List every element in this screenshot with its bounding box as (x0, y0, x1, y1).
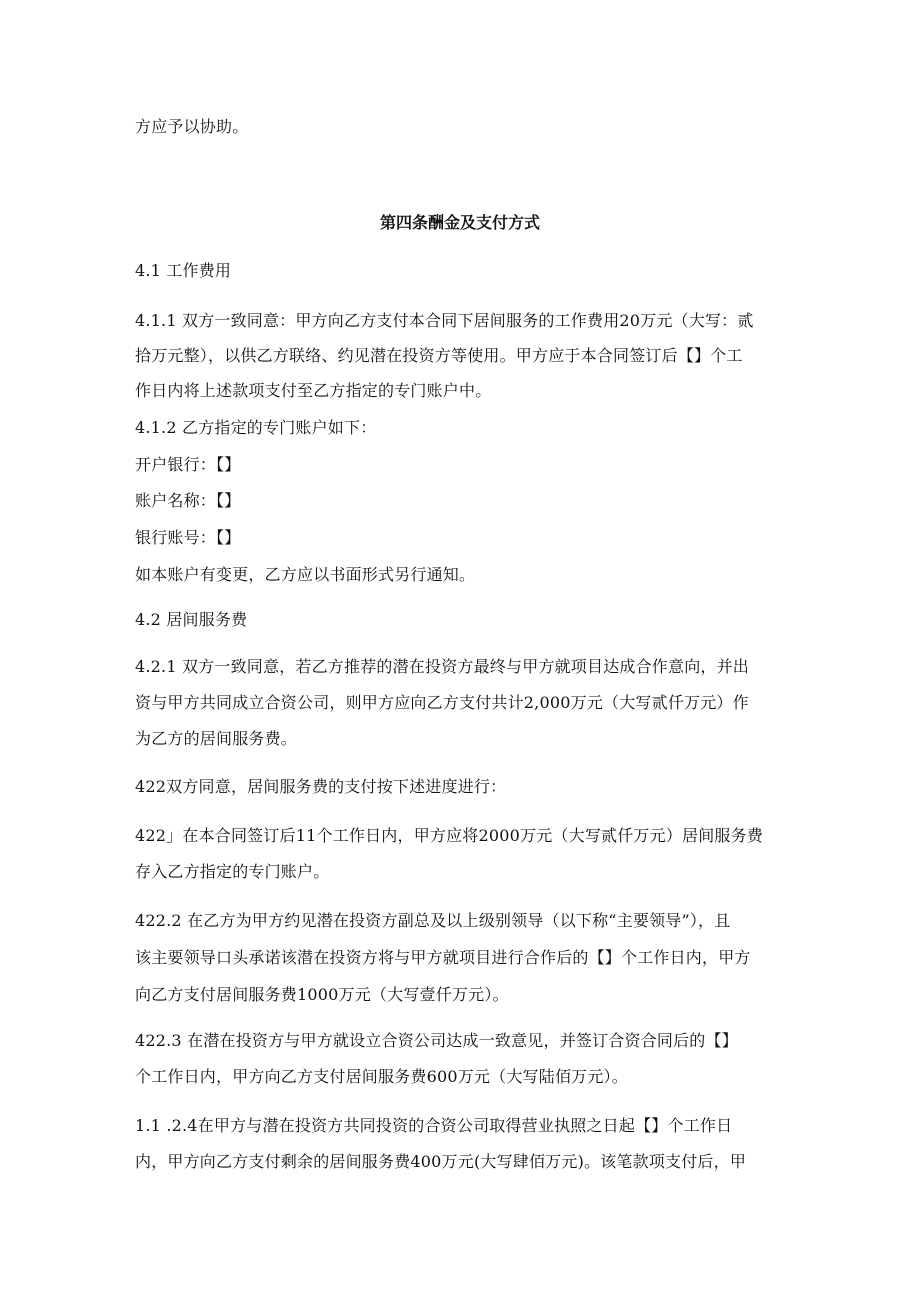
paragraph-line: 向乙方支付居间服务费1000万元（大写壹仟万元）。 (135, 985, 509, 1004)
paragraph-line: 4.2.1 双方一致同意，若乙方推荐的潜在投资方最终与甲方就项目达成合作意向，并出 (135, 657, 749, 676)
paragraph-line: 拾万元整），以供乙方联络、约见潜在投资方等使用。甲方应于本合同签订后【】个工 (135, 346, 743, 365)
paragraph-line: 为乙方的居间服务费。 (135, 729, 298, 748)
paragraph-line: 方应予以协助。 (135, 117, 249, 136)
account-field-bank: 开户银行：【】 (135, 455, 241, 474)
paragraph-line: 作日内将上述款项支付至乙方指定的专门账户中。 (135, 381, 492, 400)
paragraph-line: 4.1.1 双方一致同意：甲方向乙方支付本合同下居间服务的工作费用20万元（大写：贰 (135, 311, 754, 330)
paragraph-line: 该主要领导口头承诺该潜在投资方将与甲方就项目进行合作后的【】个工作日内，甲方 (135, 948, 751, 967)
paragraph-line: 内，甲方向乙方支付剩余的居间服务费400万元(大写肆佰万元)。该笔款项支付后，甲 (135, 1152, 747, 1171)
paragraph-line: 存入乙方指定的专门账户。 (135, 862, 330, 881)
paragraph-line: 422双方同意，居间服务费的支付按下述进度进行： (135, 777, 507, 796)
paragraph-line: 个工作日内，甲方向乙方支付居间服务费600万元（大写陆佰万元）。 (135, 1067, 628, 1086)
account-field-name: 账户名称：【】 (135, 491, 241, 510)
paragraph-line: 1.1 .2.4在甲方与潜在投资方共同投资的合资公司取得营业执照之日起【】个工作日 (135, 1116, 733, 1135)
subsection-title: 4.1 工作费用 (135, 261, 232, 280)
paragraph-line: 资与甲方共同成立合资公司，则甲方应向乙方支付共计2,000万元（大写贰仟万元）作 (135, 693, 749, 712)
paragraph-line: 422」在本合同签订后11个工作日内，甲方应将2000万元（大写贰仟万元）居间服务费 (135, 826, 764, 845)
paragraph-line: 如本账户有变更，乙方应以书面形式另行通知。 (135, 565, 476, 584)
paragraph-line: 422.2 在乙方为甲方约见潜在投资方副总及以上级别领导（以下称“主要领导”），且 (135, 911, 731, 930)
account-field-number: 银行账号：【】 (135, 528, 241, 547)
subsection-title: 4.2 居间服务费 (135, 610, 248, 629)
paragraph-line: 422.3 在潜在投资方与甲方就设立合资公司达成一致意见，并签订合资合同后的【】 (135, 1031, 738, 1050)
paragraph-line: 4.1.2 乙方指定的专门账户如下： (135, 418, 377, 437)
section-heading: 第四条酬金及支付方式 (379, 213, 540, 232)
